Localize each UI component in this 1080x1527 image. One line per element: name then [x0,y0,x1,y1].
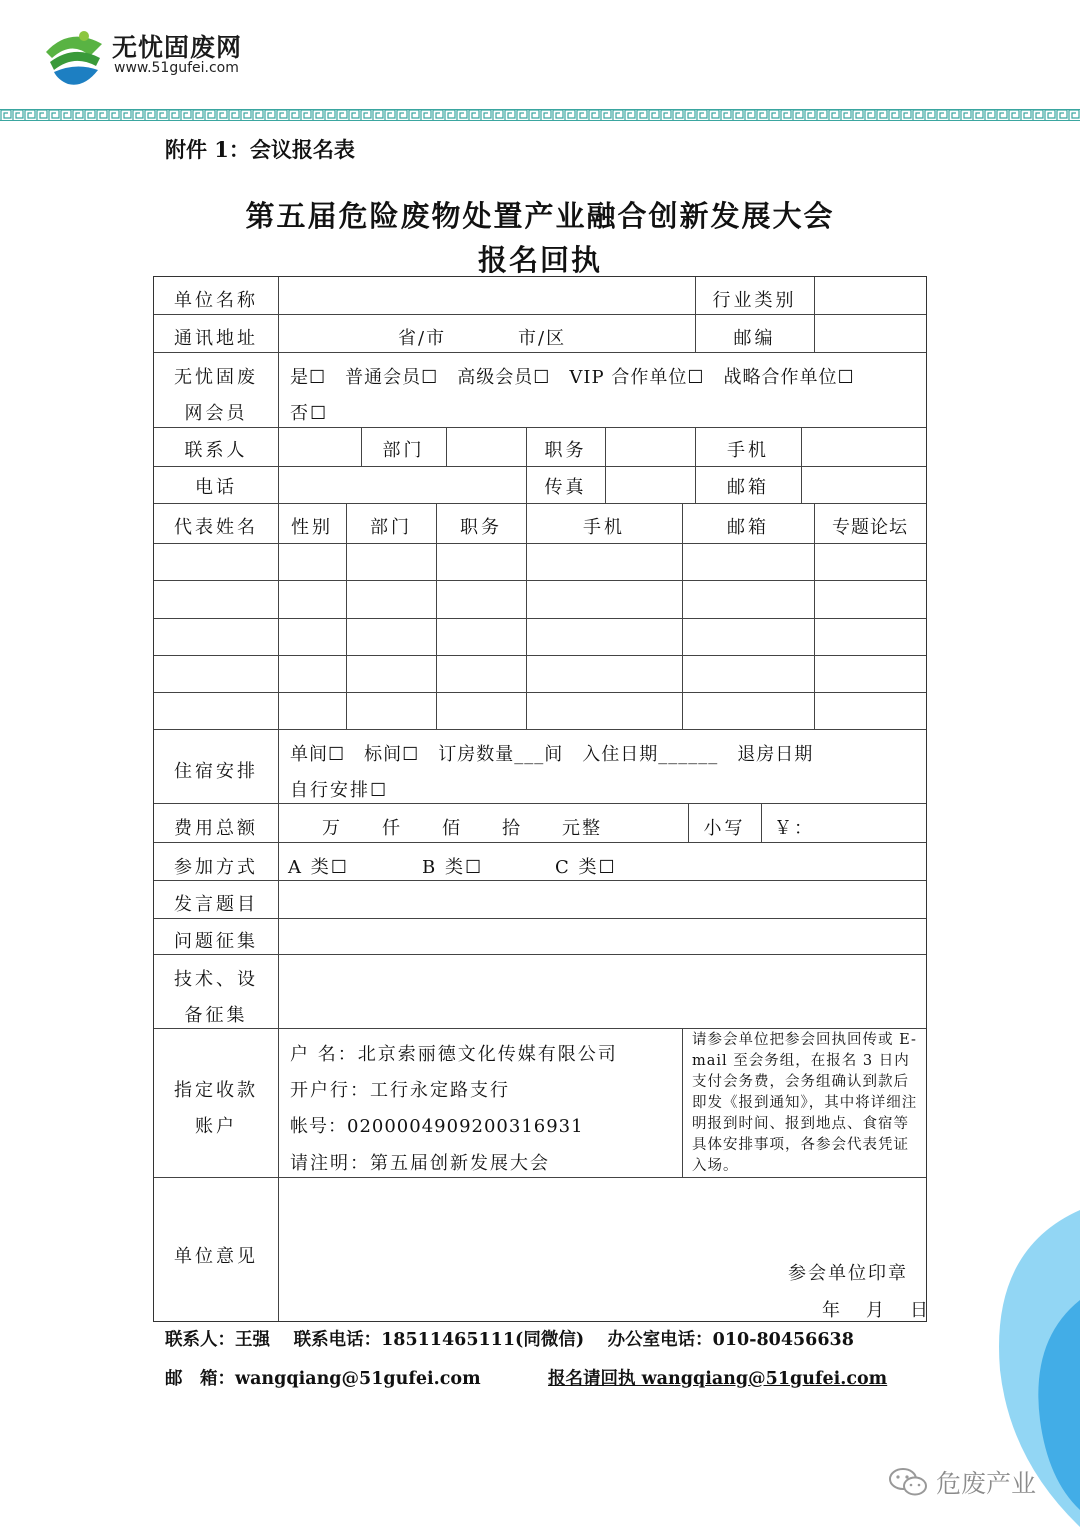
label-position: 职务 [544,440,587,461]
form-subtitle: 报名回执 [477,243,602,277]
label-account-1: 指定收款 [174,1080,258,1101]
form-title: 第五届危险废物处置产业融合创新发展大会 [245,199,835,233]
label-postcode: 邮编 [733,328,776,349]
bank-name: 开户行：工行永定路支行 [290,1080,510,1101]
footer-contact: 联系人：王强 联系电话：18511465111(同微信) 办公室电话：010-80456638 [165,1330,854,1350]
watermark-text: 危废产业 [936,1469,1037,1498]
member-options[interactable]: 是☐ 普通会员☐ 高级会员☐ VIP 合作单位☐ 战略合作单位☐ [290,367,855,388]
rep-header-dept: 部门 [370,517,412,538]
label-questions: 问题征集 [174,931,258,952]
label-province: 省/市 [398,328,447,349]
label-fee-total: 费用总额 [174,818,258,839]
wechat-icon [888,1466,928,1498]
rep-header-position: 职务 [460,517,502,538]
fee-units: 万 仟 佰 拾 元整 [322,818,602,839]
type-a-option[interactable]: A 类☐ [288,857,349,878]
label-speech-topic: 发言题目 [174,894,258,915]
label-unit-name: 单位名称 [174,290,258,311]
rep-header-forum: 专题论坛 [832,517,908,538]
logo-url: www.51gufei.com [114,60,239,76]
rep-header-mobile: 手机 [583,517,625,538]
date-label: 年 月 日 [822,1300,932,1321]
lodging-self-option[interactable]: 自行安排☐ [290,780,389,801]
label-city: 市/区 [518,328,567,349]
label-contact: 联系人 [184,440,248,461]
account-note: 请注明：第五届创新发展大会 [290,1153,550,1174]
label-participation: 参加方式 [174,857,258,878]
footer-email: 邮 箱：wangqiang@51gufei.com [165,1369,481,1389]
logo-name: 无忧固废网 [112,33,243,62]
member-no-option[interactable]: 否☐ [290,403,329,424]
wechat-watermark [888,1462,1058,1502]
type-c-option[interactable]: C 类☐ [555,857,617,878]
label-industry: 行业类别 [712,290,797,311]
label-member-2: 网会员 [184,403,248,424]
label-member-1: 无忧固废 [174,367,258,388]
label-dept: 部门 [382,440,425,461]
label-opinion: 单位意见 [174,1246,258,1267]
label-account-2: 账户 [195,1116,237,1137]
label-lowercase: 小写 [703,818,746,839]
footer-reply[interactable]: 报名请回执 wangqiang@51gufei.com [548,1369,888,1389]
seal-label: 参会单位印章 [788,1263,908,1284]
greek-key-band [0,109,1080,121]
label-lodging: 住宿安排 [174,761,258,782]
account-number: 帐号：0200004909200316931 [290,1116,584,1137]
label-mobile: 手机 [727,440,769,461]
account-name: 户 名：北京索丽德文化传媒有限公司 [290,1044,618,1065]
lodging-options[interactable]: 单间☐ 标间☐ 订房数量___间 入住日期______ 退房日期 [290,744,814,765]
label-phone: 电话 [195,477,237,498]
rep-header-gender: 性别 [291,517,333,538]
payment-notice: 请参会单位把参会回执回传或 E-mail 至会务组，在报名 3 日内支付会务费，会务组确认到款后即发《报到通知》，其中将详细注明报到时间、报到地点、食宿等具体安排事项，各参会代表凭证入场。 [692,1032,918,1174]
rep-header-name: 代表姓名 [174,517,258,538]
label-tech-1: 技术、设 [174,969,258,990]
label-fax: 传真 [544,477,587,498]
registration-form [153,276,932,1322]
label-email: 邮箱 [727,477,769,498]
yen-sign: ￥： [774,818,814,839]
type-b-option[interactable]: B 类☐ [422,857,484,878]
attachment-label: 附件 1：会议报名表 [165,137,355,162]
label-address: 通讯地址 [174,328,258,349]
rep-header-email: 邮箱 [727,517,769,538]
label-tech-2: 备征集 [184,1005,248,1026]
